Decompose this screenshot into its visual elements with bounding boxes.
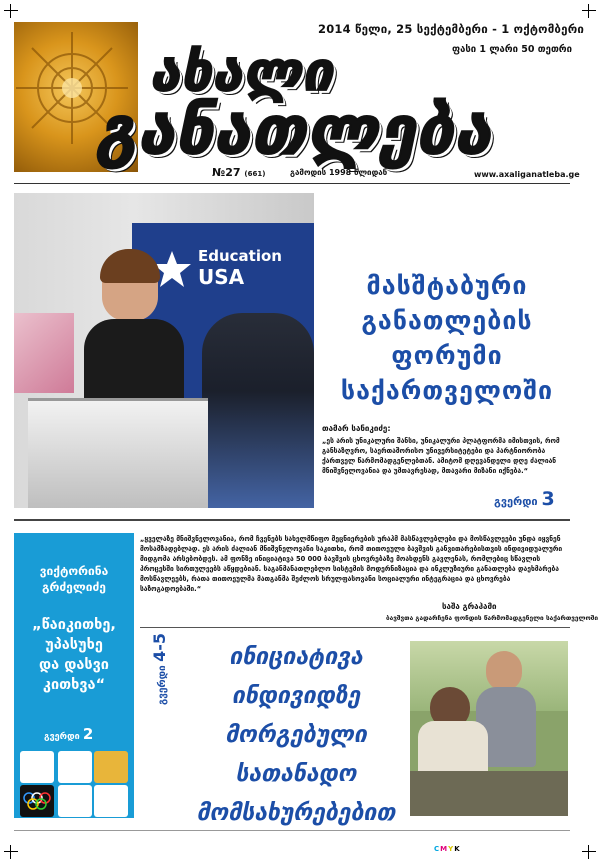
quiz-title-line: კითხვა“ bbox=[42, 677, 106, 693]
page-label: გვერდი bbox=[44, 732, 80, 742]
masthead-title-line2: განათლება bbox=[96, 92, 492, 169]
rock-ground bbox=[410, 771, 568, 816]
story2-quote: „ყველაზე მნიშვნელოვანია, რომ ჩვენებს სახელმწიფო მეცნიერების ურაჰმ მასწავლებლები და მოსწავლეები უნდა იყვნენ მოსამზადებლად. ეს არის ძალიან მნიშვნელოვანი საკითხი, რომ თითოეული ბავშვის განვითარებისთვის ინდივიდუალური მიდგომა არსებობდეს. ამ ფონზე ინიციატივა 50 000 ბავშვის ცხოვრებაზე მოახდენს გავლენას, რომლებიც სწავლის პროცესში სირთულეებს აწყდებიან. საგანმანათლებლო სისტემის მოდერნიზაცია და ინკლუზიური განათლება დაეხმარება მოსწავლეებს, რათა თითოეულმა მათგანმა შეძლოს სრულფასოვანი სოციალური ინტეგრაცია და ცხოვრება საზოგადოებაში.“ bbox=[140, 535, 563, 593]
page-label: გვერდი bbox=[157, 665, 168, 705]
banner-brand-usa: USA bbox=[198, 265, 245, 289]
story2-headline-line: ინიციატივა bbox=[229, 644, 363, 670]
quiz-page-ref bbox=[44, 725, 93, 743]
lead-page-ref bbox=[494, 488, 555, 510]
cmyk-letter: Y bbox=[448, 845, 455, 853]
issue-date: 2014 წელი, 25 სექტემბერი - 1 ოქტომბერი bbox=[318, 22, 585, 36]
child-face bbox=[486, 651, 522, 691]
olympic-rings-icon bbox=[20, 785, 54, 817]
story2-headline-line: მორგებული bbox=[225, 722, 367, 748]
masthead-title-line1: ახალი bbox=[150, 40, 334, 103]
lead-byline: თამარ სანიკიძე: bbox=[322, 424, 391, 433]
footer-rule bbox=[14, 830, 570, 831]
story2-author-role: ბავშვთა გადარჩენა ფონდის წარმომადგენელი საქართველოში bbox=[386, 614, 599, 622]
cmyk-letter: K bbox=[454, 845, 461, 853]
story2-author: საშა გრაჰამი bbox=[442, 602, 497, 611]
cmyk-letter: C bbox=[434, 845, 441, 853]
quiz-author-line: ვიქტორინა bbox=[39, 564, 109, 578]
quiz-author-line: გრძელიძე bbox=[42, 580, 106, 594]
banner-brand: Education bbox=[198, 247, 282, 265]
quiz-author bbox=[14, 563, 134, 595]
registration-mark bbox=[4, 845, 18, 859]
cmyk-marker bbox=[434, 845, 461, 853]
page-number: 2 bbox=[82, 725, 94, 743]
story2-headline bbox=[182, 638, 410, 833]
quiz-title-line: „წაიკითხე, bbox=[32, 617, 116, 633]
partner-logo-2-icon bbox=[58, 751, 92, 783]
masthead-divider bbox=[14, 183, 570, 184]
website-url: www.axaliganatleba.ge bbox=[474, 170, 580, 179]
poster-shape bbox=[14, 313, 74, 393]
registration-mark bbox=[4, 4, 18, 18]
lead-headline bbox=[322, 268, 572, 408]
lead-headline-line: ფორუმი bbox=[391, 341, 503, 370]
gametv-logo-icon bbox=[58, 785, 92, 817]
story2-page-ref bbox=[150, 633, 169, 705]
issue-price: ფასი 1 ლარი 50 თეთრი bbox=[452, 44, 572, 55]
issue-number-main: №27 bbox=[212, 166, 241, 179]
quiz-sidebar bbox=[14, 533, 134, 818]
quiz-title bbox=[14, 615, 134, 695]
issue-number-sub: (661) bbox=[244, 170, 266, 178]
children-photo bbox=[410, 641, 568, 816]
story2-headline-line: მომსახურებებით bbox=[196, 800, 396, 826]
page-label: გვერდი bbox=[494, 495, 538, 508]
lead-quote: „ეს არის უნიკალური შანსი, უნიკალური პლატფორმა იმისთვის, რომ განსაზღვრო, საერთაშორისო უნივერსიტეტები და პარტნიორობა ქართველ წარმომადგენლებთან. ამიტომ დღევანდელი დღე ძალიან მნიშვნელოვანია და უმთავრესად, მთავარი მიზანი იქნება.“ bbox=[322, 437, 560, 475]
partner-logo-3-icon bbox=[94, 751, 128, 783]
quiz-title-line: და დასვი bbox=[39, 657, 109, 673]
partner-logo-1-icon bbox=[20, 751, 54, 783]
graduates-image bbox=[202, 313, 314, 508]
podium bbox=[28, 398, 208, 508]
registration-mark bbox=[582, 845, 596, 859]
quiz-title-line: უპასუხე bbox=[45, 637, 103, 653]
published-since: გამოდის 1998 წლიდან bbox=[290, 168, 388, 177]
cmyk-letter: M bbox=[440, 845, 449, 853]
issue-number bbox=[212, 166, 265, 179]
story2-headline-line: ინდივიდზე bbox=[231, 683, 361, 709]
page-number: 4-5 bbox=[150, 632, 169, 662]
story2-divider bbox=[140, 627, 570, 628]
registration-mark bbox=[582, 4, 596, 18]
lead-headline-line: განათლების bbox=[361, 306, 533, 335]
lead-headline-line: საქართველოში bbox=[340, 376, 554, 405]
lead-headline-line: მასშტაბური bbox=[366, 271, 528, 300]
story2-headline-line: სათანადო bbox=[235, 761, 357, 787]
lead-photo bbox=[14, 193, 314, 508]
partner-logo-6-icon bbox=[94, 785, 128, 817]
page-number: 3 bbox=[541, 488, 555, 510]
section-divider bbox=[14, 519, 570, 521]
